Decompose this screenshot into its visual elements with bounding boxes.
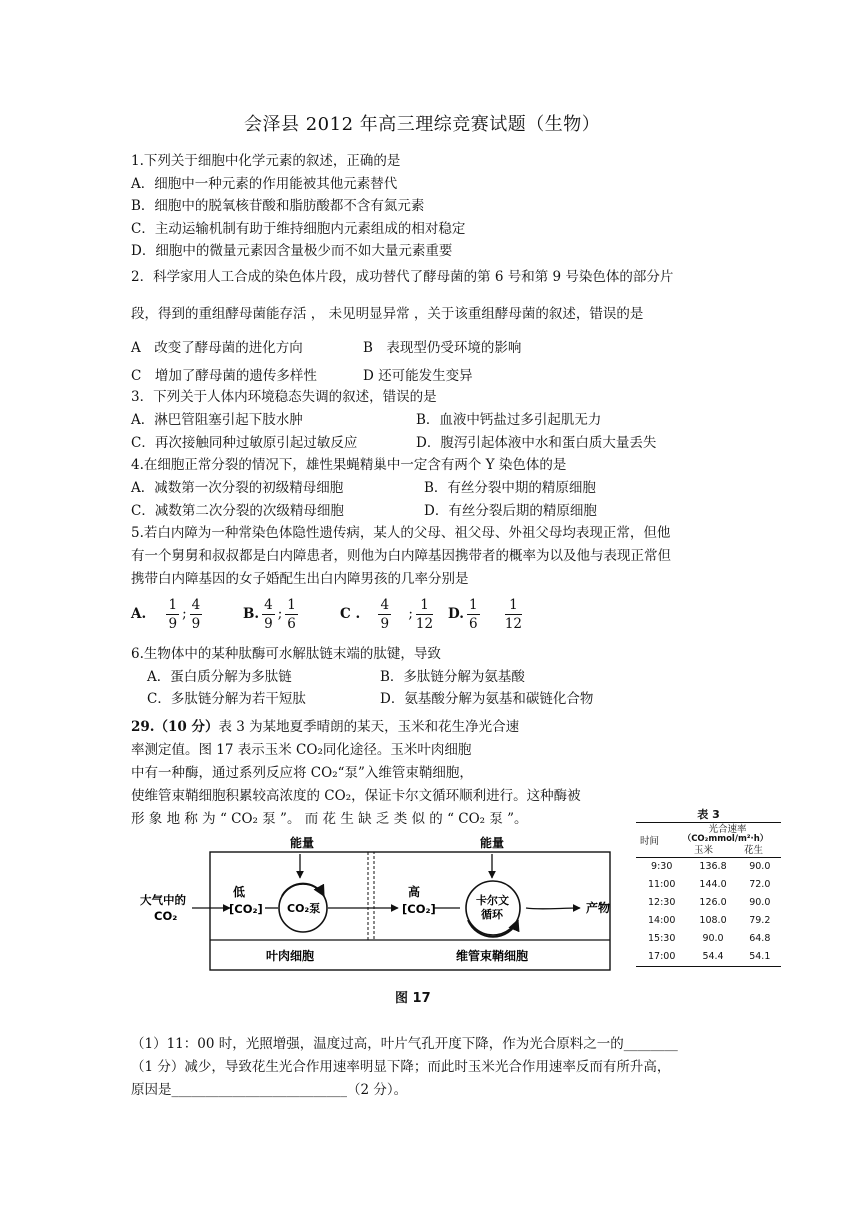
col-header-unit: （CO₂mmol/m²·h）: [682, 834, 769, 844]
table-3: [636, 808, 781, 967]
q4-option-b: B．有丝分裂中期的精原细胞: [424, 480, 596, 496]
q4-stem: 4.在细胞正常分裂的情况下，雄性果蝇精巢中一定含有两个 Y 染色体的是: [131, 457, 567, 473]
q4-option-c: C．减数第二次分裂的次级精母细胞: [131, 503, 344, 519]
atmosphere-label: 大气中的: [140, 893, 186, 907]
q1-option-a: A．细胞中一种元素的作用能被其他元素替代: [131, 176, 398, 192]
q2-option-d: D 还可能发生变异: [363, 368, 473, 384]
table-row: 12:30 126.0 90.0: [648, 897, 771, 908]
q2-option-c: C 增加了酵母菌的遗传多样性: [131, 368, 317, 384]
q5-option-d: [448, 592, 525, 636]
q6-option-c: C．多肽链分解为若干短肽: [147, 691, 306, 707]
q29-sub1-line3: 原因是__________________________（2 分）。: [131, 1082, 408, 1098]
q6-option-a: A．蛋白质分解为多肽链: [147, 669, 292, 685]
fraction: $\frac{1}{6}$: [287, 597, 296, 632]
q2-option-a: A 改变了酵母菌的进化方向: [131, 340, 303, 356]
high-label: 高: [408, 885, 421, 899]
q6-stem: 6.生物体中的某种肽酶可水解肽链末端的肽键，导致: [131, 646, 441, 662]
table-row: 17:00 54.4 54.1: [648, 951, 771, 962]
fraction: $\frac{1}{6}$: [468, 597, 478, 632]
q5-option-a-label: A.: [131, 606, 147, 622]
q2-stem-line2: 段，得到的重组酵母菌能存活 ， 未见明显异常 ，关于该重组酵母菌的叙述，错误的是: [131, 306, 644, 322]
energy-label-1: 能量: [290, 836, 315, 850]
pump-label: CO₂泵: [287, 902, 321, 915]
fraction: $\frac{1}{12}$: [504, 597, 523, 632]
q5-stem-line1: 5.若白内障为一种常染色体隐性遗传病，某人的父母、祖父母、外祖父母均表现正常，但他: [131, 525, 671, 541]
q2-option-b: B 表现型仍受环境的影响: [363, 340, 522, 356]
q3-option-c: C．再次接触同种过敏原引起过敏反应: [131, 435, 358, 451]
q29-sub1-line1: （1）11：00 时，光照增强，温度过高，叶片气孔开度下降，作为光合原料之一的________: [131, 1036, 678, 1052]
table-row: 9:30 136.8 90.0: [651, 861, 771, 872]
q1-option-d: D．细胞中的微量元素因含量极少而不如大量元素重要: [131, 243, 453, 259]
q6-option-d: D．氨基酸分解为氨基和碳链化合物: [380, 691, 594, 707]
energy-label-2: 能量: [480, 836, 505, 850]
table-title: 表 3: [697, 808, 720, 821]
fraction: $\frac{4}{9}$: [380, 597, 390, 632]
table-body: [636, 858, 781, 967]
q29-line2: 率测定值。图 17 表示玉米 CO₂同化途径。玉米叶肉细胞: [131, 742, 472, 758]
co2-pathway-diagram: [140, 836, 625, 986]
q2-stem-line1: 2．科学家用人工合成的染色体片段，成功替代了酵母菌的第 6 号和第 9 号染色体的部分片: [131, 269, 674, 285]
col-header-corn: 玉米: [694, 845, 714, 856]
q29-line4: 使维管束鞘细胞积累较高浓度的 CO₂，保证卡尔文循环顺利进行。这种酶被: [131, 788, 581, 804]
col-header-rate: 光合速率: [708, 824, 747, 835]
page-title: 会泽县 2012 年高三理综竞赛试题（生物）: [244, 114, 601, 135]
fraction: $\frac{4}{9}$: [191, 597, 201, 632]
figure-caption: 图 17: [395, 991, 431, 1006]
q29-number: 29.（10 分）: [131, 719, 219, 735]
table-row: 15:30 90.0 64.8: [648, 933, 771, 944]
q4-option-a: A．减数第一次分裂的初级精母细胞: [131, 480, 344, 496]
q5-stem-line2: 有一个舅舅和叔叔都是白内障患者，则他为白内障基因携带者的概率为以及他与表现正常但: [131, 548, 671, 564]
answer-blank-2[interactable]: __________________________: [171, 1082, 347, 1098]
low-co2-label: [CO₂]: [229, 902, 263, 916]
q5-option-a: A. $\frac{1}{9}$ ; $\frac{4}{9}$: [131, 597, 201, 632]
table-row: 14:00 108.0 79.2: [648, 915, 771, 926]
bundle-sheath-label: 维管束鞘细胞: [456, 949, 529, 963]
col-header-time: 时间: [640, 836, 660, 847]
fraction: $\frac{4}{9}$: [264, 597, 273, 632]
q3-option-b: B．血液中钙盐过多引起肌无力: [416, 412, 602, 428]
cell-wall: [368, 852, 374, 940]
q5-option-c: C . $\frac{4}{9}$ ; $\frac{1}{12}$: [340, 597, 434, 632]
fraction: $\frac{1}{12}$: [415, 597, 434, 632]
q29-line3: 中有一种酶，通过系列反应将 CO₂“泵”入维管束鞘细胞，: [131, 765, 473, 781]
fraction: $\frac{1}{9}$: [168, 597, 178, 632]
flow-arrow-out: [526, 908, 580, 909]
q5-option-d-label: D.: [448, 606, 464, 622]
q3-stem: 3．下列关于人体内环境稳态失调的叙述，错误的是: [131, 389, 437, 405]
q5-option-b: B. $\frac{4}{9}$ ; $\frac{1}{6}$: [243, 597, 296, 632]
q5-option-c-label: C .: [340, 606, 361, 622]
calvin-label-1: 卡尔文: [476, 894, 509, 907]
mesophyll-label: 叶肉细胞: [266, 949, 315, 963]
q4-option-d: D．有丝分裂后期的精原细胞: [424, 503, 597, 519]
q1-option-b: B．细胞中的脱氧核苷酸和脂肪酸都不含有氮元素: [131, 198, 425, 214]
q6-option-b: B．多肽链分解为氨基酸: [380, 669, 525, 685]
col-header-peanut: 花生: [744, 845, 764, 856]
atmosphere-co2-label: CO₂: [154, 909, 178, 923]
answer-blank-1[interactable]: ________: [623, 1036, 678, 1052]
low-label: 低: [233, 885, 246, 899]
q5-stem-line3: 携带白内障基因的女子婚配生出白内障男孩的几率分别是: [131, 571, 469, 587]
q1-stem: 1.下列关于细胞中化学元素的叙述，正确的是: [131, 153, 401, 169]
q3-option-a: A．淋巴管阻塞引起下肢水肿: [131, 412, 303, 428]
q29-line5: 形 象 地 称 为 “ CO₂ 泵 ”。 而 花 生 缺 乏 类 似 的 “ CO₂ 泵 ”。: [131, 811, 528, 827]
q29-line1: 29.（10 分）表 3 为某地夏季晴朗的某天，玉米和花生净光合速: [131, 719, 520, 735]
calvin-label-2: 循环: [481, 908, 503, 921]
q3-option-d: D．腹泻引起体液中水和蛋白质大量丢失: [416, 435, 657, 451]
q1-option-c: C．主动运输机制有助于维持细胞内元素组成的相对稳定: [131, 221, 466, 237]
q29-sub1-line2: （1 分）减少，导致花生光合作用速率明显下降；而此时玉米光合作用速率反而有所升高，: [131, 1059, 671, 1075]
table-header: [636, 822, 781, 858]
product-label: 产物: [586, 901, 611, 915]
q5-option-b-label: B.: [243, 606, 260, 622]
high-co2-label: [CO₂]: [402, 902, 436, 916]
table-row: 11:00 144.0 72.0: [648, 879, 771, 890]
